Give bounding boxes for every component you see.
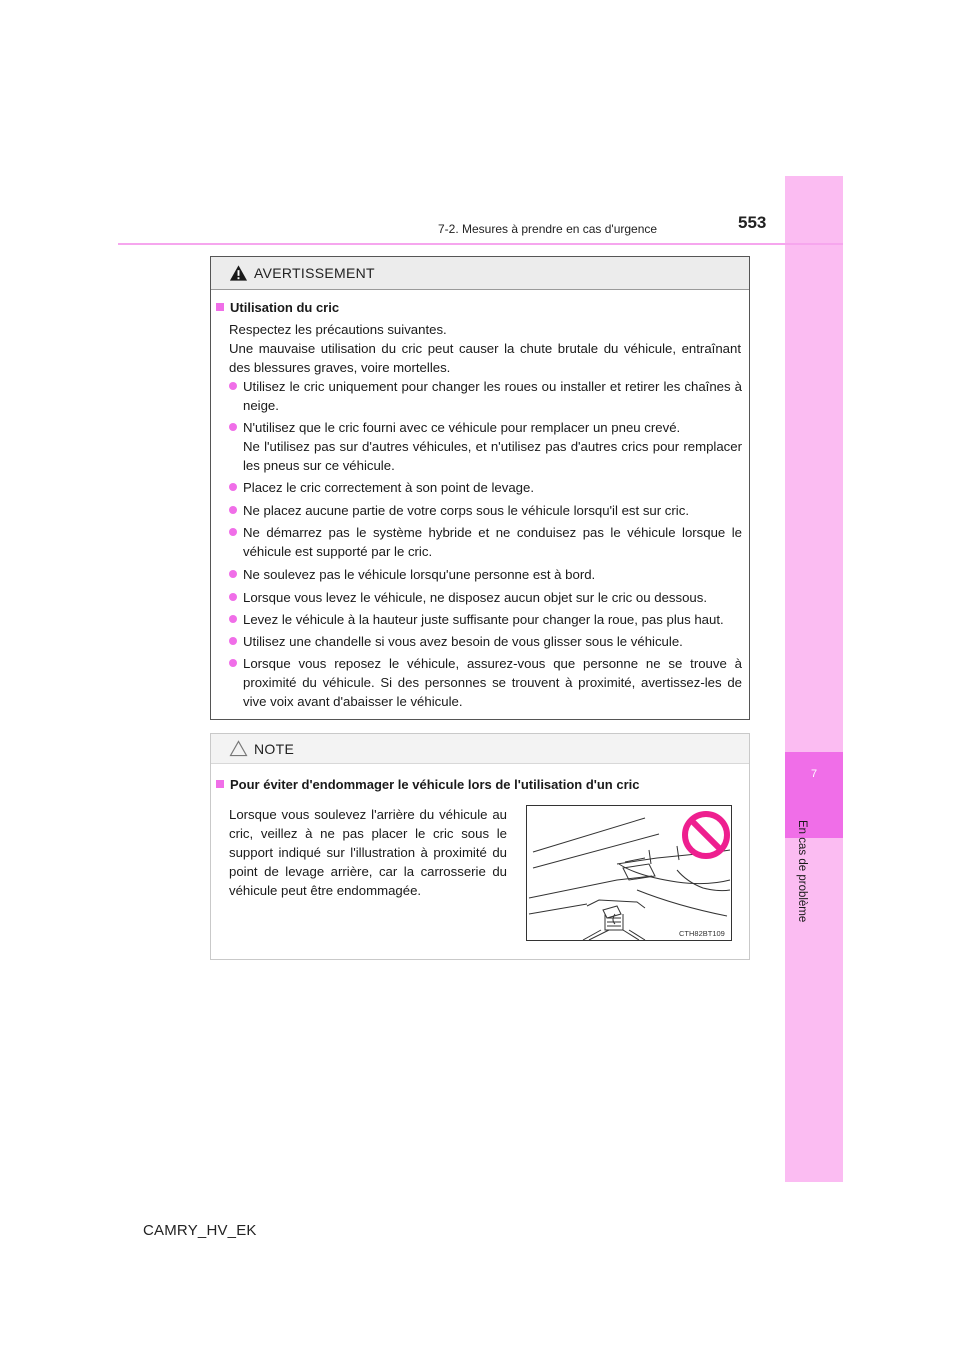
heading-square-icon — [216, 303, 224, 311]
chapter-label: En cas de problème — [796, 820, 808, 923]
warning-bullet: Utilisez le cric uniquement pour changer les roues ou installer et retirer les chaînes à neige. — [243, 379, 742, 413]
warning-bullet: Ne placez aucune partie de votre corps sous le véhicule lorsqu'il est sur cric. — [243, 503, 689, 518]
page-number: 553 — [738, 213, 767, 232]
warning-bullet: Levez le véhicule à la hauteur juste suffisante pour changer la roue, pas plus haut. — [243, 612, 724, 627]
footer-model-code: CAMRY_HV_EK — [143, 1222, 257, 1239]
warning-bullet: Ne soulevez pas le véhicule lorsqu'une personne est à bord. — [243, 567, 596, 582]
bullet-icon — [229, 528, 237, 536]
warning-bullet-continued: Ne l'utilisez pas sur d'autres véhicules, et n'utilisez pas d'autres crics pour remplacer les pneus sur ce véhicule. — [243, 439, 742, 473]
jack-placement-illustration — [526, 805, 732, 941]
bullet-icon — [229, 382, 237, 390]
bullet-icon — [229, 483, 237, 491]
warning-intro-1: Respectez les précautions suivantes. — [229, 322, 447, 337]
heading-square-icon — [216, 780, 224, 788]
caution-triangle-icon — [229, 740, 248, 757]
warning-heading: Utilisation du cric — [216, 300, 339, 315]
header-rule — [118, 243, 843, 245]
jack-illustration-drawing — [527, 806, 731, 940]
warning-bullet: Utilisez une chandelle si vous avez besoin de vous glisser sous le véhicule. — [243, 634, 683, 649]
bullet-icon — [229, 615, 237, 623]
warning-bullet: Lorsque vous levez le véhicule, ne disposez aucun objet sur le cric ou dessous. — [243, 590, 708, 605]
note-heading: Pour éviter d'endommager le véhicule lors de l'utilisation d'un cric — [216, 777, 640, 792]
bullet-icon — [229, 659, 237, 667]
note-header — [211, 734, 749, 764]
warning-bullet: Ne démarrez pas le système hybride et ne conduisez pas le véhicule lorsque le véhicule est supporté par le cric. — [243, 525, 742, 559]
figure-code: CTH82BT109 — [679, 929, 725, 938]
note-title: NOTE — [254, 741, 295, 757]
bullet-icon — [229, 593, 237, 601]
section-header: 7-2. Mesures à prendre en cas d'urgence — [438, 222, 658, 236]
prohibited-icon — [685, 814, 727, 856]
bullet-icon — [229, 506, 237, 514]
warning-bullet: N'utilisez que le cric fourni avec ce véhicule pour remplacer un pneu crevé. — [243, 420, 681, 435]
note-body: Lorsque vous soulevez l'arrière du véhicule au cric, veillez à ne pas placer le cric sous le support indiqué sur l'illustration à proximité du point de levage arrière, car la carrosserie du véhicule peut être endommagée. — [229, 807, 507, 898]
bullet-icon — [229, 637, 237, 645]
bullet-icon — [229, 423, 237, 431]
warning-header — [211, 257, 749, 290]
warning-intro-2: Une mauvaise utilisation du cric peut causer la chute brutale du véhicule, entraînant des blessures graves, voire mortelles. — [229, 341, 741, 375]
warning-bullet: Lorsque vous reposez le véhicule, assurez-vous que personne ne se trouve à proximité du véhicule. Si des personnes se trouvent à proximité, avertissez-les de vive voix avant d'abaisser le véhicule. — [243, 656, 742, 709]
bullet-icon — [229, 570, 237, 578]
chapter-side-tab — [785, 176, 843, 1182]
chapter-number: 7 — [810, 768, 818, 780]
warning-triangle-icon — [229, 264, 248, 282]
warning-title: AVERTISSEMENT — [254, 265, 375, 281]
warning-bullet: Placez le cric correctement à son point de levage. — [243, 480, 535, 495]
